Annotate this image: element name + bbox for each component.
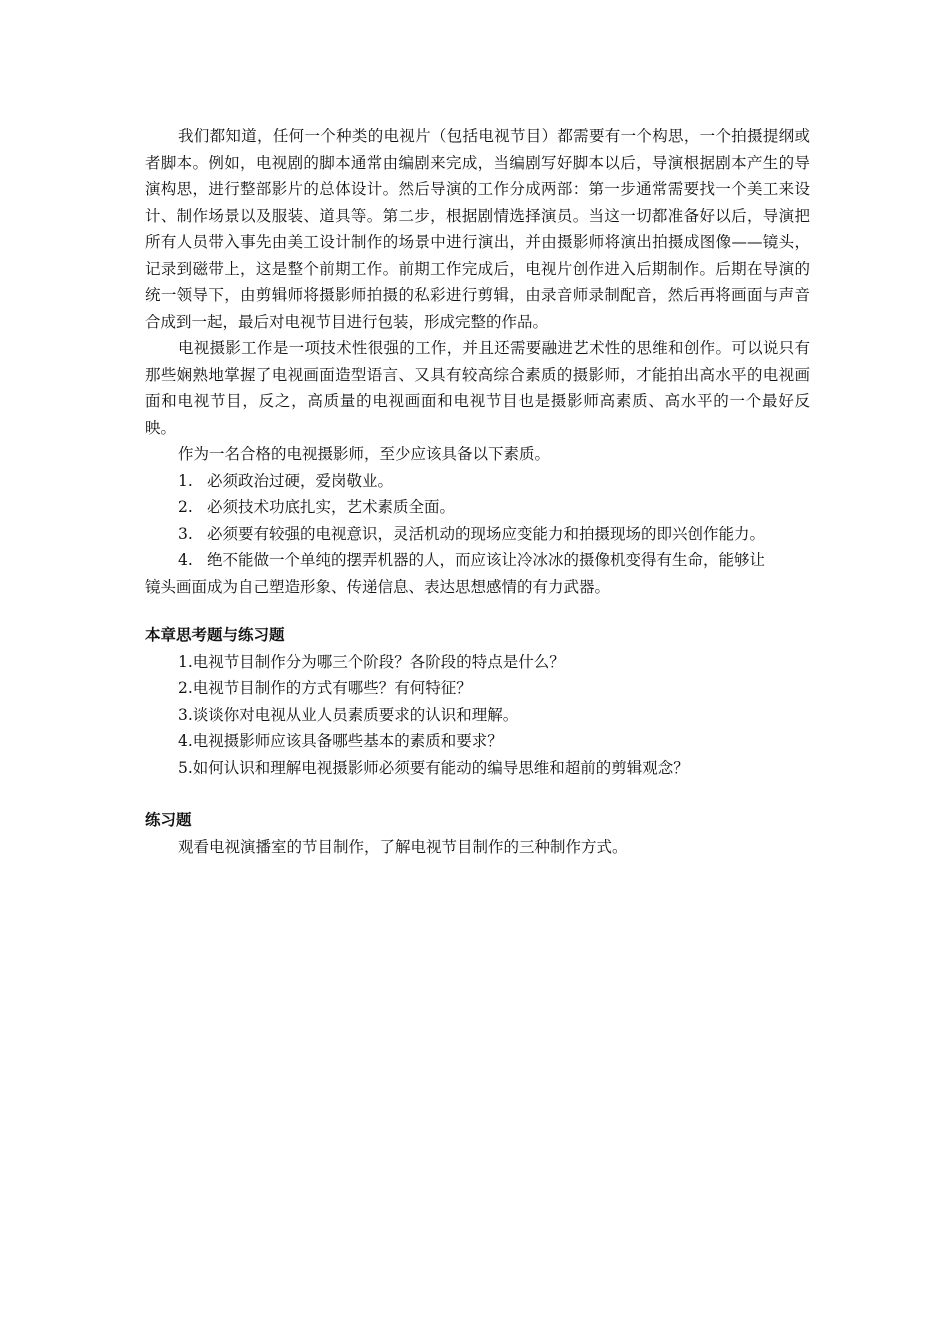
question-item: 2.电视节目制作的方式有哪些？有何特征？ bbox=[178, 679, 472, 697]
question-item: 5.如何认识和理解电视摄影师必须要有能动的编导思维和超前的剪辑观念？ bbox=[178, 758, 689, 777]
list-item bbox=[145, 468, 810, 495]
list-item-text: 绝不能做一个单纯的摆弄机器的人，而应该让冷冰冰的摄像机变得有生命，能够让 bbox=[207, 551, 766, 569]
list-item-number: 2. bbox=[178, 498, 193, 516]
exercise-heading: 练习题 bbox=[145, 811, 192, 829]
list-item bbox=[145, 547, 810, 574]
qualities-list bbox=[145, 468, 810, 574]
document-page bbox=[145, 123, 810, 860]
list-item-text: 必须技术功底扎实，艺术素质全面。 bbox=[207, 498, 456, 516]
list-item-text: 必须要有较强的电视意识，灵活机动的现场应变能力和拍摄现场的即兴创作能力。 bbox=[207, 524, 766, 543]
body-paragraph-3: 作为一名合格的电视摄影师，至少应该具备以下素质。 bbox=[178, 445, 551, 463]
list-item-number: 4. bbox=[178, 551, 193, 569]
list-item bbox=[145, 521, 810, 548]
list-item-number: 1. bbox=[178, 471, 193, 490]
question-item: 3.谈谈你对电视从业人员素质要求的认识和理解。 bbox=[178, 705, 519, 724]
list-item bbox=[145, 494, 810, 521]
question-item: 1.电视节目制作分为哪三个阶段？各阶段的特点是什么？ bbox=[178, 652, 565, 671]
body-paragraph-2: 电视摄影工作是一项技术性很强的工作，并且还需要融进艺术性的思维和创作。可以说只有那些娴熟地掌握了电视画面造型语言、又具有较高综合素质的摄影师，才能拍出高水平的电视画面和电视节目，反之，高质量的电视画面和电视节目也是摄影师高素质、高水平的一个最好反映。 bbox=[145, 339, 810, 437]
exercise-text: 观看电视演播室的节目制作，了解电视节目制作的三种制作方式。 bbox=[178, 837, 628, 856]
question-item: 4.电视摄影师应该具备哪些基本的素质和要求？ bbox=[178, 732, 503, 750]
list-continuation-text: 镜头画面成为自己塑造形象、传递信息、表达思想感情的有力武器。 bbox=[145, 577, 611, 596]
questions-list bbox=[145, 649, 810, 782]
list-item-number: 3. bbox=[178, 524, 193, 543]
questions-heading: 本章思考题与练习题 bbox=[145, 626, 285, 644]
body-paragraph-1: 我们都知道，任何一个种类的电视片（包括电视节目）都需要有一个构思，一个拍摄提纲或者脚本。例如，电视剧的脚本通常由编剧来完成，当编剧写好脚本以后，导演根据剧本产生的导演构思，进行整部影片的总体设计。然后导演的工作分成两部：第一步通常需要找一个美工来设计、制作场景以及服装、道具等。第二步，根据剧情选择演员。当这一切都准备好以后，导演把所有人员带入事先由美工设计制作的场景中进行演出，并由摄影师将演出拍摄成图像——镜头，记录到磁带上，这是整个前期工作。前期工作完成后，电视片创作进入后期制作。后期在导演的统一领导下，由剪辑师将摄影师拍摄的私彩进行剪辑，由录音师录制配音，然后再将画面与声音合成到一起，最后对电视节目进行包装，形成完整的作品。 bbox=[145, 127, 810, 331]
list-item-text: 必须政治过硬，爱岗敬业。 bbox=[207, 471, 394, 490]
